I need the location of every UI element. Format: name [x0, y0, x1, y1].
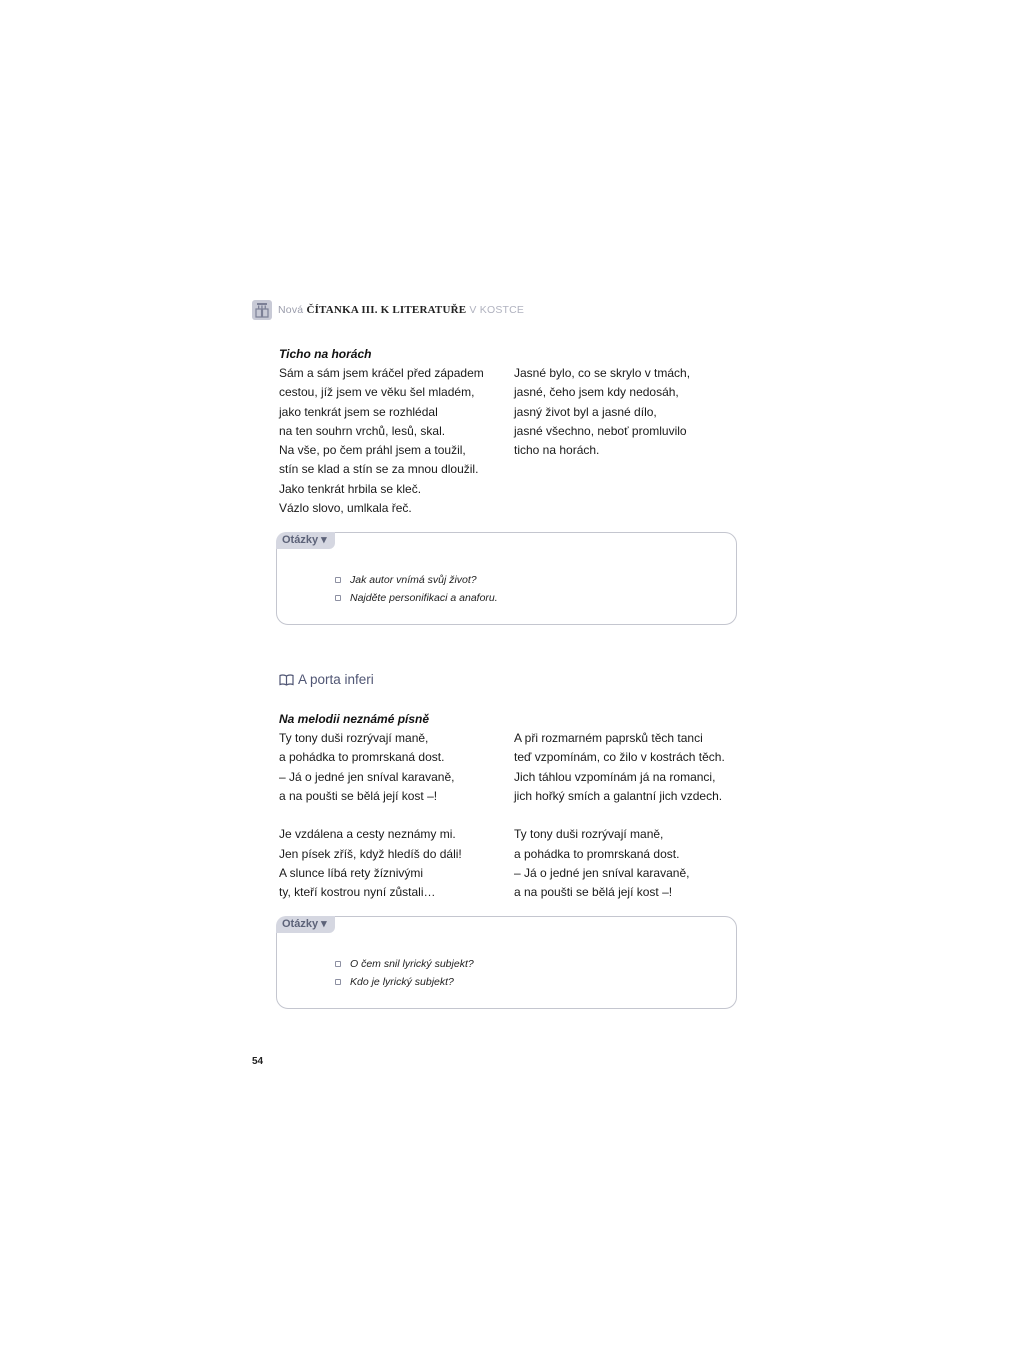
poem-column-left [279, 729, 499, 903]
poem-line: Sám a sám jsem kráčel před západem [279, 366, 484, 380]
checkbox-bullet-icon [335, 979, 341, 985]
questions-list [335, 571, 498, 607]
question-item [335, 571, 498, 589]
section-title: A porta inferi [298, 672, 374, 687]
poem-title: Na melodii neznámé písně [279, 712, 430, 726]
question-text: O čem snil lyrický subjekt? [350, 958, 474, 970]
poem-line: – Já o jedné jen sníval karavaně, [279, 769, 455, 784]
header-text [278, 304, 524, 316]
poem-line: stín se klad a stín se za mnou dloužil. [279, 462, 479, 477]
poem-line: Jako tenkrát hrbila se kleč. [279, 481, 422, 496]
running-header [252, 299, 524, 321]
checkbox-bullet-icon [335, 595, 341, 601]
poem-line: a na poušti se bělá její kost –! [279, 788, 438, 803]
poem-column-right [514, 364, 734, 460]
poem-line: teď vzpomínám, co žilo v kostrách těch. [514, 750, 725, 765]
question-item [335, 973, 474, 991]
questions-list [335, 955, 474, 991]
question-text: Kdo je lyrický subjekt? [350, 976, 454, 988]
questions-box [276, 916, 737, 1009]
questions-tab[interactable]: Otázky ▾ [276, 532, 335, 549]
poem-line: A slunce líbá rety žíznivými [279, 866, 424, 881]
question-item [335, 589, 498, 607]
poem-line: a na poušti se bělá její kost –! [514, 885, 673, 900]
question-text: Jak autor vnímá svůj život? [350, 574, 477, 586]
poem-line: cestou, jíž jsem ve věku šel mladém, [279, 385, 475, 400]
stanza-gap [514, 806, 734, 825]
poem-line: jich hořký smích a galantní jich vzdech. [514, 788, 723, 803]
poem-line: jasné, čeho jsem kdy nedosáh, [514, 385, 679, 400]
poem-line: ticho na horách. [514, 443, 600, 458]
poem-line: Vázlo slovo, umlkala řeč. [279, 501, 412, 516]
poem-column-left [279, 364, 499, 518]
checkbox-bullet-icon [335, 577, 341, 583]
poem-line: a pohádka to promrskaná dost. [514, 846, 680, 861]
open-book-icon [279, 674, 294, 686]
poem-line: jasný život byl a jasné dílo, [514, 404, 657, 419]
poem-line: Jen písek zříš, když hledíš do dáli! [279, 846, 462, 861]
section-heading [279, 672, 374, 687]
poem-line: Na vše, po čem práhl jsem a toužil, [279, 443, 466, 458]
header-suffix: V KOSTCE [469, 304, 525, 316]
poem-line: ty, kteří kostrou nyní zůstali… [279, 885, 436, 900]
poem-title: Ticho na horách [279, 347, 372, 361]
poem-line: jako tenkrát jsem se rozhlédal [279, 404, 438, 419]
stanza-gap [279, 806, 499, 825]
poem-line: Jich táhlou vzpomínám já na romanci, [514, 769, 716, 784]
poem-line: Jasné bylo, co se skrylo v tmách, [514, 366, 691, 380]
checkbox-bullet-icon [335, 961, 341, 967]
poem-line: Ty tony duši rozrývají maně, [279, 731, 429, 745]
book-logo-icon [252, 300, 272, 320]
poem-line: jasné všechno, neboť promluvilo [514, 423, 687, 438]
poem-line: a pohádka to promrskaná dost. [279, 750, 445, 765]
questions-box [276, 532, 737, 625]
poem-line: Je vzdálena a cesty neznámy mi. [279, 827, 456, 842]
poem-line: na ten souhrn vrchů, lesů, skal. [279, 423, 446, 438]
header-prefix: Nová [278, 304, 304, 316]
question-item [335, 955, 474, 973]
poem-line: Ty tony duši rozrývají maně, [514, 827, 664, 842]
poem-line: A při rozmarném paprsků těch tanci [514, 731, 703, 745]
question-text: Najděte personifikaci a anaforu. [350, 592, 498, 604]
header-title: ČÍTANKA III. K LITERATUŘE [306, 304, 467, 316]
page-number: 54 [252, 1056, 264, 1067]
questions-tab[interactable]: Otázky ▾ [276, 916, 335, 933]
poem-line: – Já o jedné jen sníval karavaně, [514, 866, 690, 881]
poem-column-right [514, 729, 734, 903]
